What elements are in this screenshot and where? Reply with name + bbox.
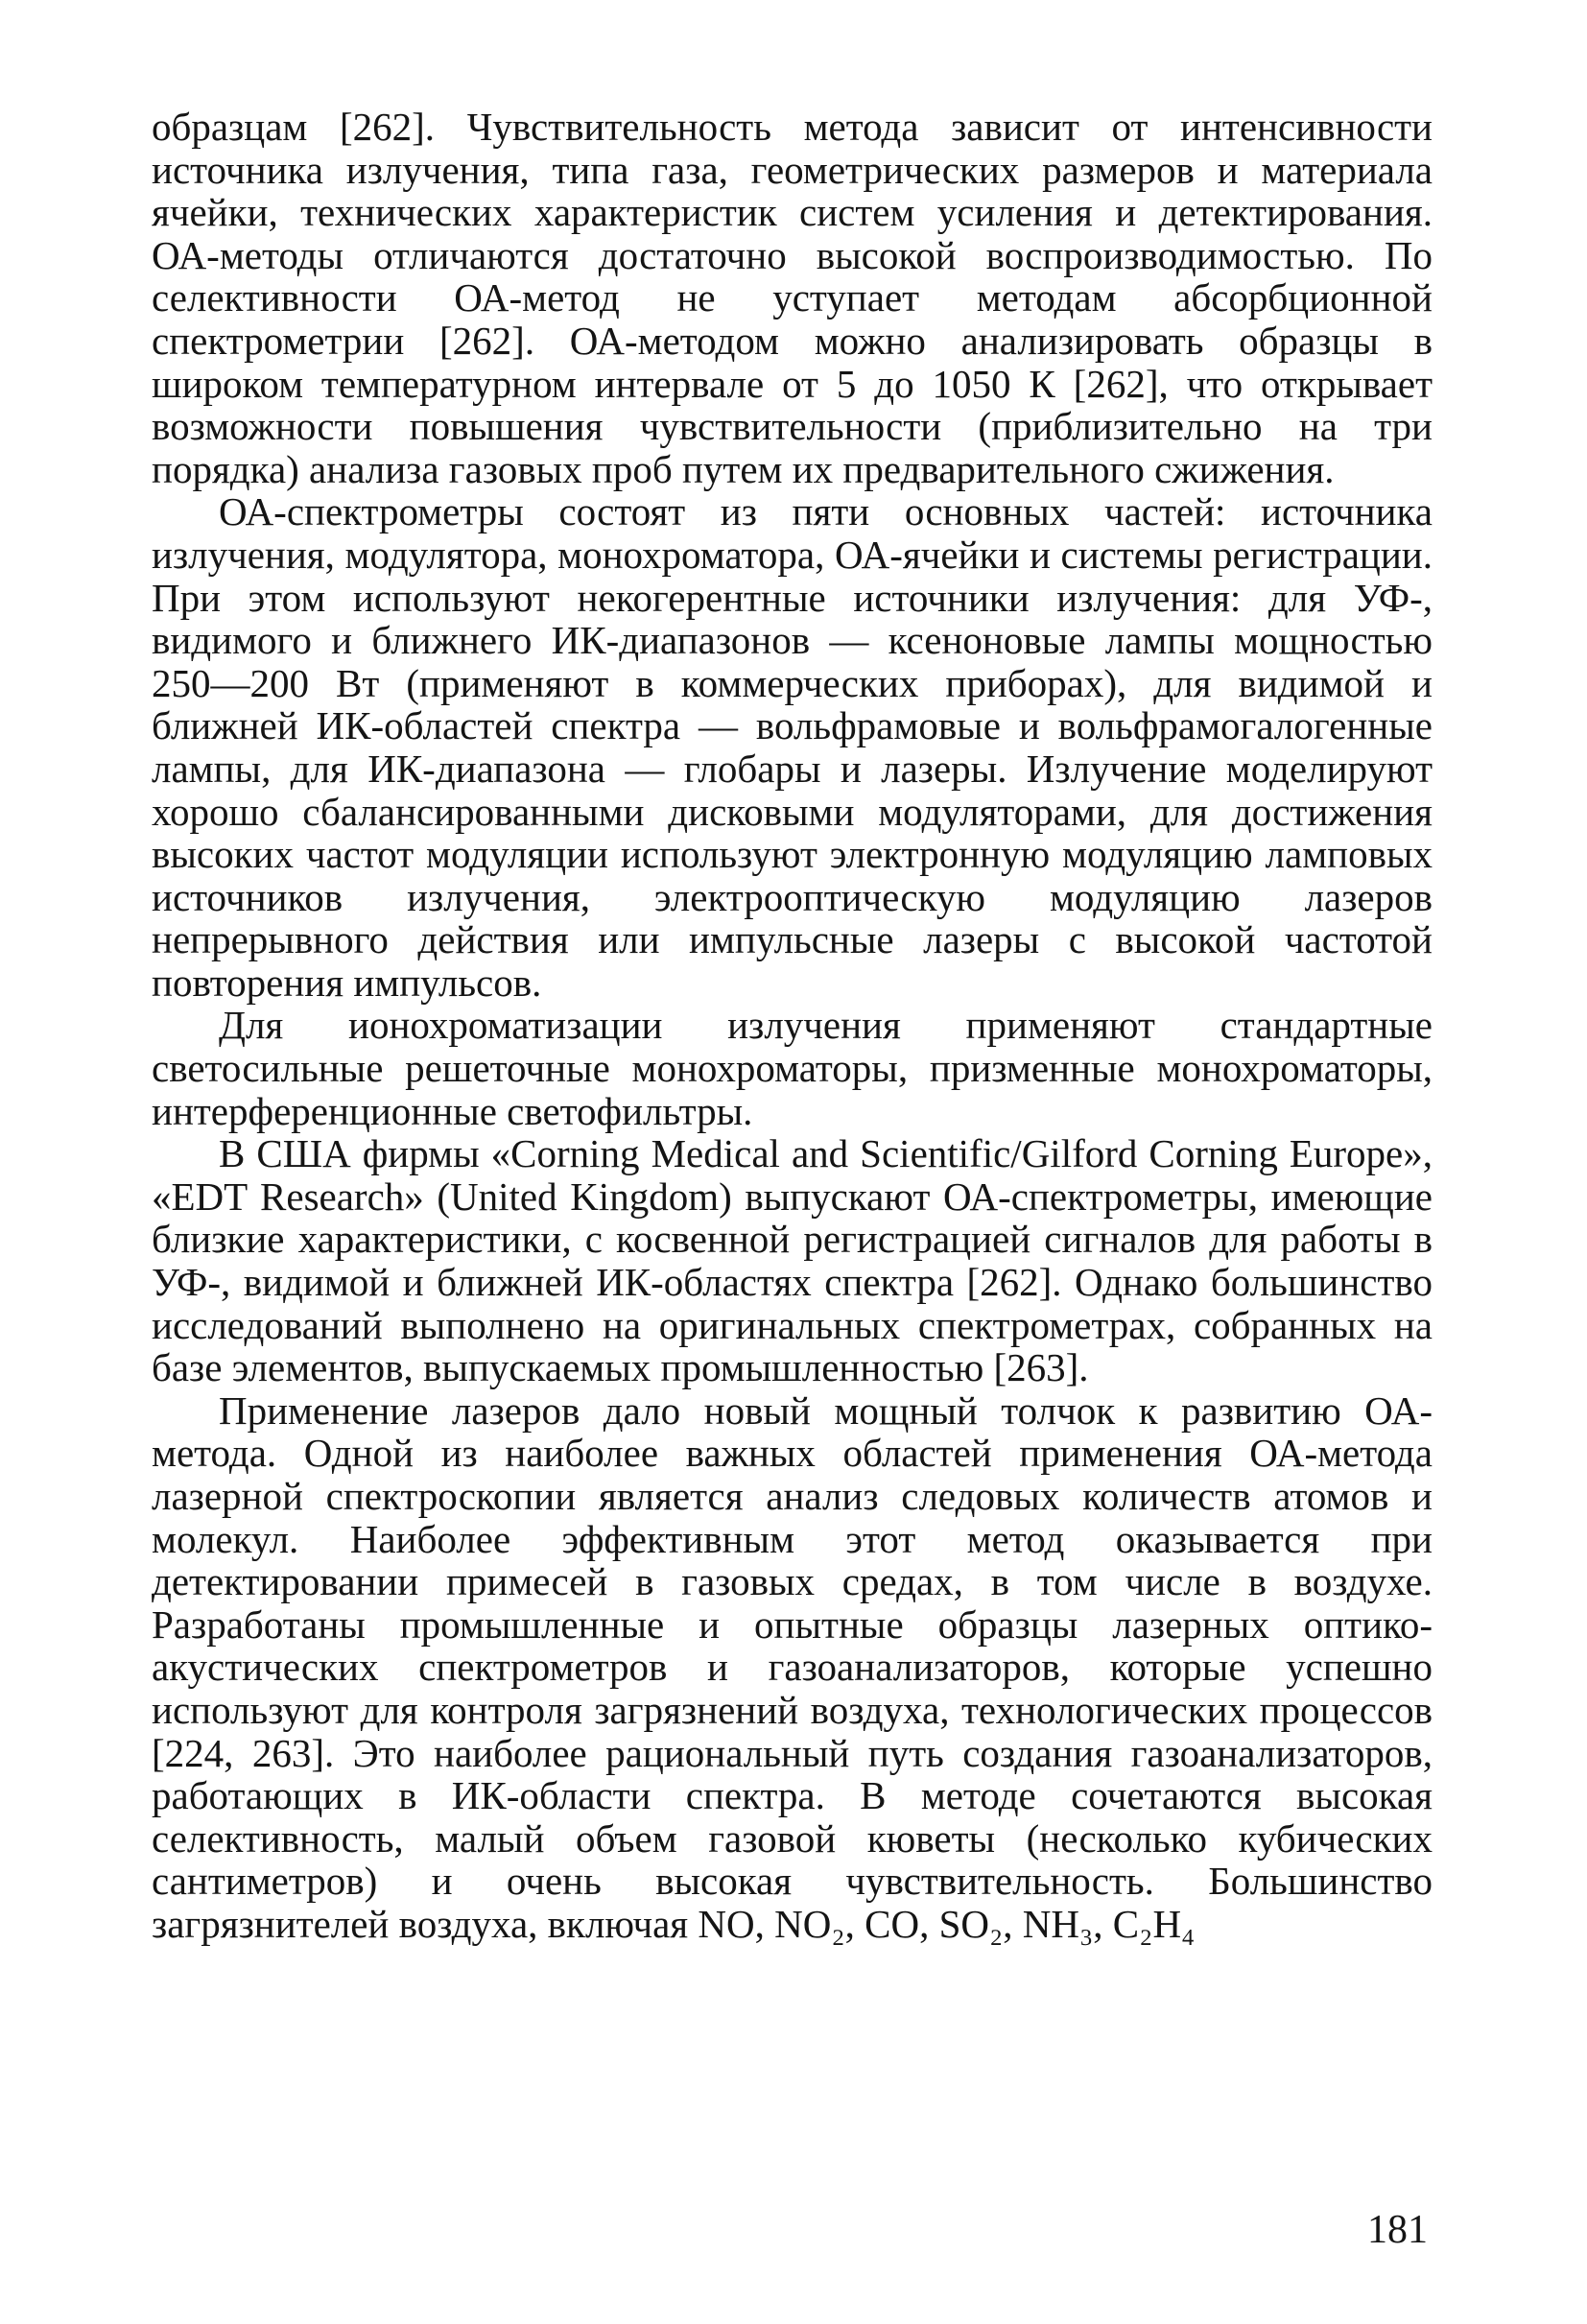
paragraph-continuation: образцам [262]. Чувствительность метода зависит от интенсивности источника излучения, типа газа, геометрических размеров и материала ячейки, технических характеристик систем усиления и детектирования. ОА-методы отличаются достаточно высокой воспроизводимостью. По селективности ОА-метод не уступает методам абсорбционной спектрометрии [262]. ОА-методом можно анализировать образцы в широком температурном интервале от 5 до 1050 К [262], что открывает возможности повышения чувствительности (приблизительно на три порядка) анализа газовых проб путем их предварительного сжижения. bbox=[152, 105, 1433, 491]
paragraph-usa-firms: В США фирмы «Corning Medical and Scientific/Gilford Corning Europe», «EDT Research» (United Kingdom) выпускают ОА-спектрометры, имеющие близкие характеристики, с косвенной регистрацией сигналов для работы в УФ-, видимой и ближней ИК-областях спектра [262]. Однако большинство исследований выполнено на оригинальных спектрометрах, собранных на базе элементов, выпускаемых промышленностью [263]. bbox=[152, 1131, 1433, 1390]
paragraph-oa-spectrometers: ОА-спектрометры состоят из пяти основных частей: источника излучения, модулятора, монохроматора, ОА-ячейки и системы регистрации. При этом используют некогерентные источники излучения: для УФ-, видимого и ближнего ИК-диапазонов — ксеноновые лампы мощностью 250—200 Вт (применяют в коммерческих приборах), для видимой и ближней ИК-областей спектра — вольфрамовые и вольфрамогалогенные лампы, для ИК-диапазона — глобары и лазеры. Излучение моделируют хорошо сбалансированными дисковыми модуляторами, для достижения высоких частот модуляции используют электронную модуляцию ламповых источников излучения, электрооптическую модуляцию лазеров непрерывного действия или импульсные лазеры с высокой частотой повторения импульсов. bbox=[152, 489, 1433, 1005]
paragraph-lasers: Применение лазеров дало новый мощный толчок к развитию ОА-метода. Одной из наиболее важных областей применения ОА-метода лазерной спектроскопии является анализ следовых количеств атомов и молекул. Наиболее эффективным этот метод оказывается при детектировании примесей в газовых средах, в том числе в воздухе. Разработаны промышленные и опытные образцы лазерных оптико-акустических спектрометров и газоанализаторов, которые успешно используют для контроля загрязнений воздуха, технологических процессов [224, 263]. Это наиболее рациональный путь создания газоанализаторов, работающих в ИК-области спектра. В методе сочетаются высокая селективность, малый объем газовой кюветы (несколько кубических сантиметров) и очень высокая чувствительность. Большинство загрязнителей воздуха, включая NO, NO₂, CO, SO₂, NH₃, C₂H₄ bbox=[152, 1387, 1433, 1946]
page-body bbox=[152, 106, 1433, 1946]
paragraph-monochromatization: Для ионохроматизации излучения применяют стандартные светосильные решеточные монохроматоры, призменные монохроматоры, интерференционные светофильтры. bbox=[152, 1003, 1433, 1133]
page-number: 181 bbox=[1367, 2208, 1428, 2252]
